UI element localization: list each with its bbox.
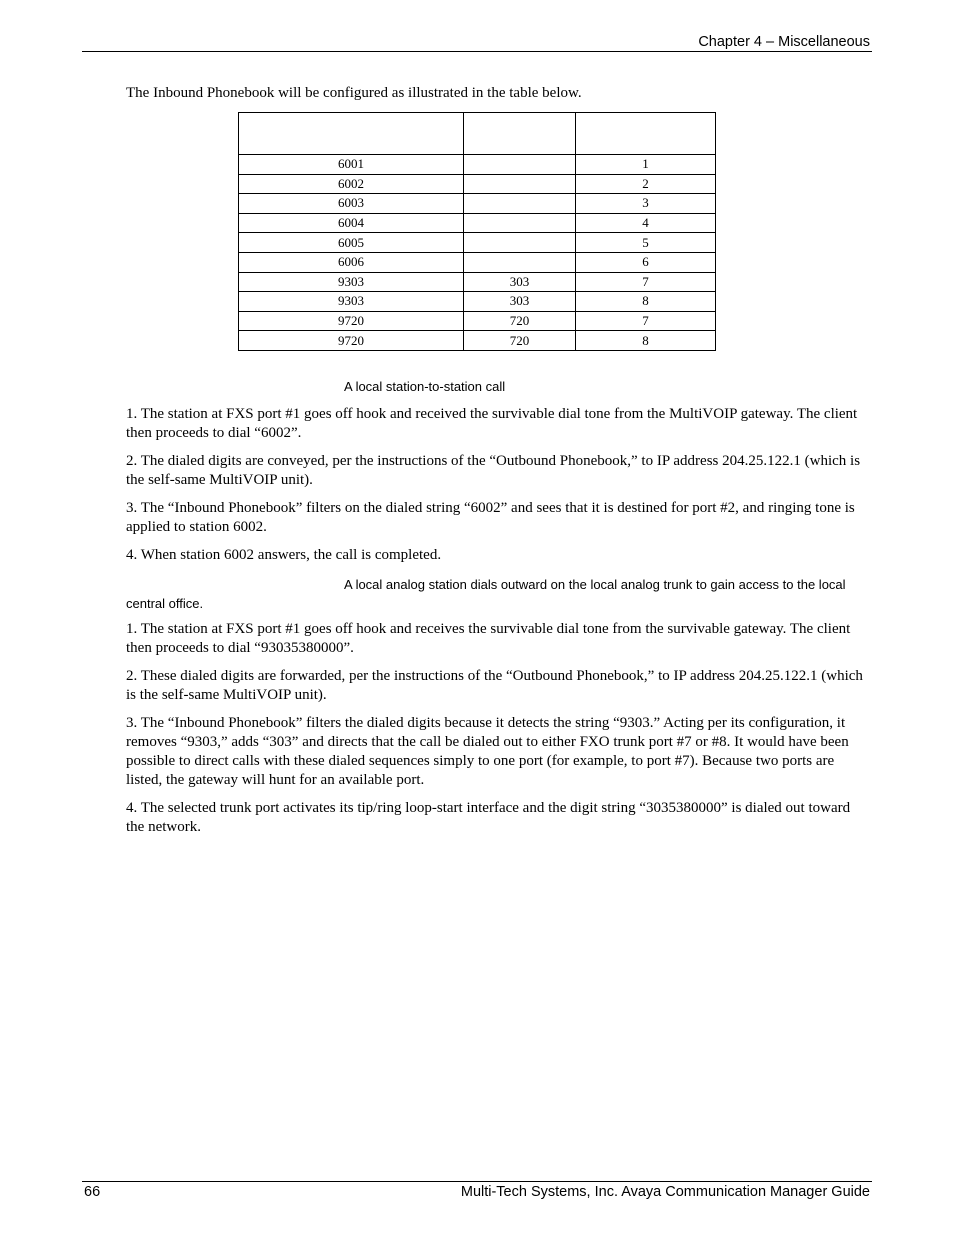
table-row (239, 311, 716, 331)
table-cell: 6001 (239, 155, 464, 175)
section1-caption: A local station-to-station call (344, 379, 506, 394)
step-paragraph: 2. These dialed digits are forwarded, per the instructions of the “Outbound Phonebook,” to IP address 204.25.122.1 (which is the self-same MultiVOIP unit). (126, 668, 863, 703)
table-cell: 2 (576, 174, 716, 194)
table-header-cell (576, 113, 716, 155)
step-paragraph: 3. The “Inbound Phonebook” filters on the dialed string “6002” and sees that it is destined for port #2, and ringing tone is applied to station 6002. (126, 500, 855, 535)
table-cell: 303 (464, 272, 576, 292)
table-cell: 6004 (239, 213, 464, 233)
step-paragraph: 4. The selected trunk port activates its tip/ring loop-start interface and the digit string “3035380000” is dialed out toward the network. (126, 800, 851, 835)
table-cell: 3 (576, 194, 716, 214)
table-row (239, 155, 716, 175)
table-row (239, 292, 716, 312)
table-row (239, 331, 716, 351)
table-cell: 6005 (239, 233, 464, 253)
table-row (239, 174, 716, 194)
table-cell: 9303 (239, 272, 464, 292)
section1-steps (126, 405, 870, 574)
step-paragraph: 3. The “Inbound Phonebook” filters the dialed digits because it detects the string “9303.” Acting per its configuration, it removes “9303,” adds “303” and directs that the call be dialed out to either FXO trunk port #7 or #8. It would have been possible to direct calls with these dialed sequences simply to one port (for example, to port #7). Because two ports are listed, the gateway will hunt for an available port. (126, 715, 849, 788)
table-row (239, 233, 716, 253)
table-cell: 303 (464, 292, 576, 312)
table-row (239, 272, 716, 292)
table-cell: 8 (576, 292, 716, 312)
table-cell: 9720 (239, 311, 464, 331)
inbound-phonebook-table (238, 112, 716, 351)
table-cell (464, 252, 576, 272)
section2-caption: A local analog station dials outward on the local analog trunk to gain access to the local central office. (126, 577, 846, 611)
table-cell (464, 174, 576, 194)
table-cell: 4 (576, 213, 716, 233)
page-number: 66 (84, 1184, 101, 1200)
table-cell (464, 233, 576, 253)
step-paragraph: 1. The station at FXS port #1 goes off hook and receives the survivable dial tone from the survivable gateway. The client then proceeds to dial “93035380000”. (126, 621, 851, 656)
table-cell: 8 (576, 331, 716, 351)
table-cell: 5 (576, 233, 716, 253)
table-row (239, 252, 716, 272)
chapter-header: Chapter 4 – Miscellaneous (698, 34, 870, 50)
table-cell: 720 (464, 331, 576, 351)
table-header-cell (464, 113, 576, 155)
table-cell: 7 (576, 311, 716, 331)
table-cell: 6006 (239, 252, 464, 272)
step-paragraph: 1. The station at FXS port #1 goes off hook and received the survivable dial tone from the MultiVOIP gateway. The client then proceeds to dial “6002”. (126, 406, 858, 441)
table-cell: 6002 (239, 174, 464, 194)
table-cell: 9720 (239, 331, 464, 351)
intro-paragraph: The Inbound Phonebook will be configured as illustrated in the table below. (126, 85, 582, 101)
table-cell: 720 (464, 311, 576, 331)
table-cell (464, 213, 576, 233)
table-cell: 1 (576, 155, 716, 175)
step-paragraph: 2. The dialed digits are conveyed, per the instructions of the “Outbound Phonebook,” to IP address 204.25.122.1 (which is the self-same MultiVOIP unit). (126, 453, 861, 488)
table-header-row (239, 113, 716, 155)
table-cell (464, 155, 576, 175)
table-cell: 9303 (239, 292, 464, 312)
header-rule (82, 51, 872, 52)
table-row (239, 194, 716, 214)
section2-steps (126, 620, 870, 846)
table-cell (464, 194, 576, 214)
table-cell: 6003 (239, 194, 464, 214)
footer-rule (82, 1181, 872, 1182)
table-cell: 6 (576, 252, 716, 272)
table-cell: 7 (576, 272, 716, 292)
step-paragraph: 4. When station 6002 answers, the call is completed. (126, 547, 442, 563)
table-header-cell (239, 113, 464, 155)
footer-title: Multi-Tech Systems, Inc. Avaya Communication Manager Guide (460, 1184, 870, 1200)
table-row (239, 213, 716, 233)
